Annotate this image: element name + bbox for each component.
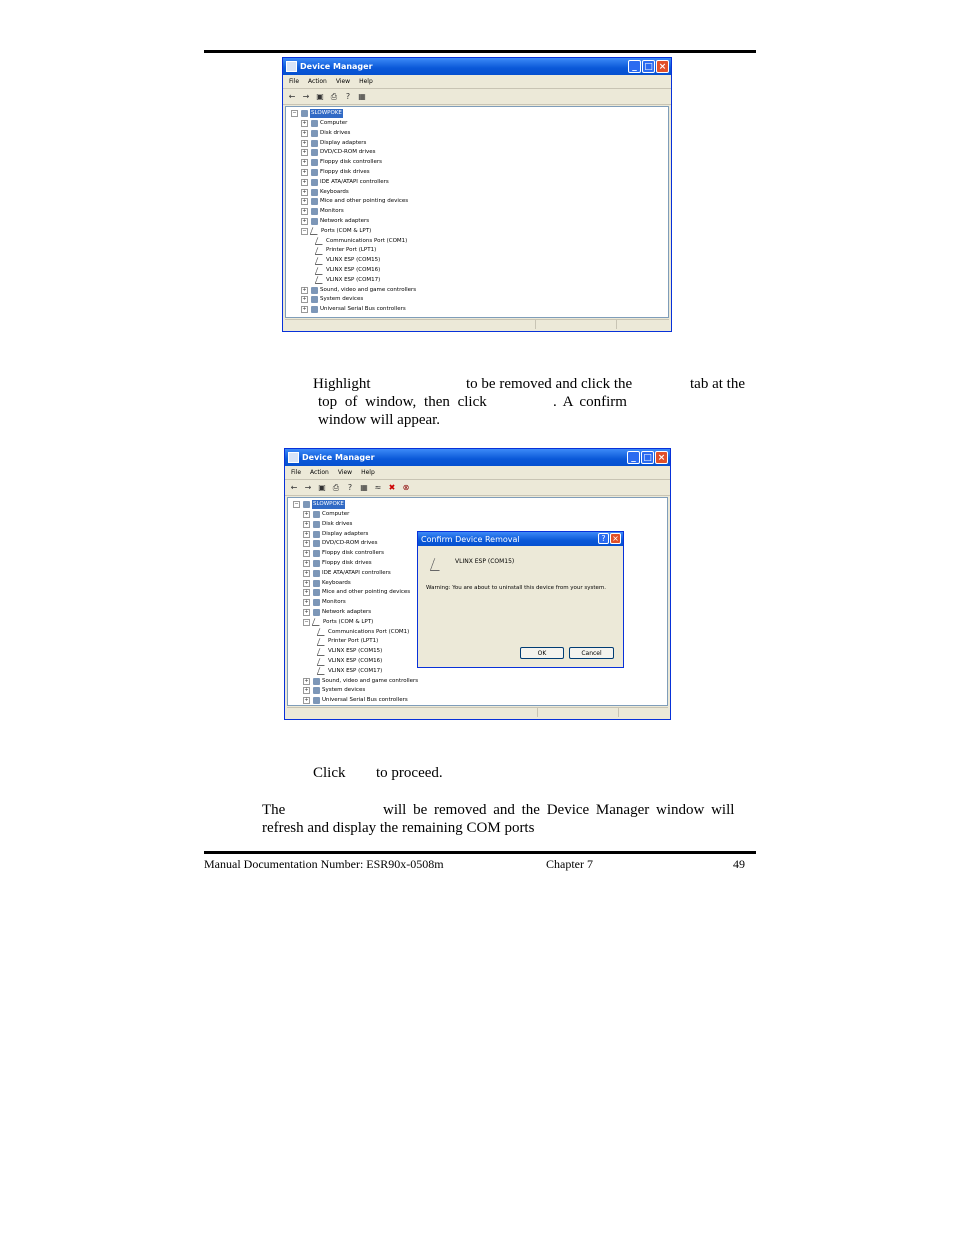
tree-category[interactable] xyxy=(303,520,352,529)
port-device-icon xyxy=(430,558,445,571)
computer-icon xyxy=(301,110,308,117)
print-icon[interactable]: ⎙ xyxy=(330,91,338,101)
device-category-icon xyxy=(313,531,320,538)
port-icon xyxy=(315,237,326,245)
status-bar xyxy=(285,319,669,329)
port-icon xyxy=(317,638,328,646)
tree-label: IDE ATA/ATAPI controllers xyxy=(320,178,389,185)
properties-icon[interactable]: ▣ xyxy=(316,91,324,101)
port-icon xyxy=(315,257,326,265)
dialog-device-name: VLINX ESP (COM15) xyxy=(455,558,515,565)
expand-icon[interactable]: + xyxy=(304,560,309,566)
expand-icon[interactable]: + xyxy=(302,120,307,126)
tree-category[interactable] xyxy=(301,119,347,128)
device-category-icon xyxy=(311,296,318,303)
tree-category[interactable] xyxy=(303,530,368,539)
device-category-icon xyxy=(313,511,320,518)
tree-label: Monitors xyxy=(322,599,346,606)
tree-label: VLINX ESP (COM15) xyxy=(328,648,383,655)
menu-file[interactable]: File xyxy=(291,469,302,476)
close-button[interactable]: × xyxy=(655,451,668,464)
properties-icon[interactable]: ▣ xyxy=(318,482,326,492)
tree-label: Universal Serial Bus controllers xyxy=(320,306,406,313)
help-icon[interactable]: ? xyxy=(347,482,353,492)
expand-icon[interactable]: + xyxy=(304,687,309,694)
tree-label: VLINX ESP (COM16) xyxy=(328,658,383,664)
bottom-rule xyxy=(204,851,756,854)
tree-category[interactable] xyxy=(303,579,351,588)
tree-label: Display adapters xyxy=(322,530,369,537)
root-label: SLOWPOKE xyxy=(313,501,344,507)
device-category-icon xyxy=(311,218,318,225)
dialog-warning: Warning: You are about to uninstall this device from your system. xyxy=(426,585,607,591)
expand-icon[interactable]: + xyxy=(304,540,309,547)
device-category-icon xyxy=(313,687,320,694)
text: . A confirm xyxy=(553,394,627,410)
menu-action[interactable]: Action xyxy=(308,78,327,85)
window-titlebar[interactable] xyxy=(283,58,671,75)
device-manager-window-2 xyxy=(284,448,671,720)
text: top of window, then click xyxy=(318,394,487,410)
device-manager-icon xyxy=(286,61,297,72)
instruction-text-2a xyxy=(318,393,487,411)
device-category-icon xyxy=(313,550,320,557)
menu-action[interactable]: Action xyxy=(310,469,329,476)
collapse-icon[interactable]: − xyxy=(294,501,299,507)
device-category-icon xyxy=(313,609,320,616)
tree-port-item[interactable] xyxy=(318,637,378,646)
top-rule xyxy=(204,50,756,53)
device-category-icon xyxy=(311,130,318,137)
proceed-text xyxy=(376,764,443,782)
ok-button[interactable]: OK xyxy=(520,647,564,659)
text: Highlight xyxy=(313,376,371,392)
menu-view[interactable]: View xyxy=(337,469,353,476)
expand-icon[interactable]: + xyxy=(304,677,309,684)
tree-port-item[interactable] xyxy=(318,647,382,656)
tree-port-item[interactable] xyxy=(316,276,380,285)
expand-icon[interactable]: + xyxy=(302,178,307,185)
tree-label: Floppy disk controllers xyxy=(322,550,384,557)
close-button[interactable]: × xyxy=(656,60,669,73)
tree-port-item[interactable] xyxy=(318,667,382,676)
tree-category[interactable] xyxy=(301,305,406,314)
tree-category[interactable] xyxy=(301,148,375,157)
tree-label: Computer xyxy=(322,511,350,517)
expand-icon[interactable]: + xyxy=(304,530,309,537)
tree-root[interactable] xyxy=(293,500,345,509)
device-category-icon xyxy=(311,140,318,147)
device-manager-window-1 xyxy=(282,57,672,332)
text: window will appear. xyxy=(318,412,441,428)
scan-hardware-icon[interactable]: ▦ xyxy=(358,91,366,101)
device-category-icon xyxy=(311,120,318,127)
tree-category[interactable] xyxy=(303,539,377,548)
tree-label: Ports (COM & LPT) xyxy=(323,618,374,625)
forward-arrow-icon[interactable]: → xyxy=(302,91,310,101)
expand-icon[interactable]: + xyxy=(302,208,307,215)
toolbar xyxy=(285,480,670,496)
expand-icon[interactable]: + xyxy=(302,198,307,205)
tree-port-item[interactable] xyxy=(318,657,382,666)
expand-icon[interactable]: + xyxy=(302,218,307,224)
status-bar xyxy=(287,707,668,717)
tree-category[interactable] xyxy=(301,197,408,206)
tree-label: VLINX ESP (COM17) xyxy=(326,276,381,283)
tree-label: Keyboards xyxy=(322,579,351,586)
uninstall-icon[interactable]: ✖ xyxy=(388,482,396,492)
device-category-icon xyxy=(313,589,320,596)
device-category-icon xyxy=(311,179,318,186)
dialog-titlebar[interactable] xyxy=(418,532,623,546)
tree-label: Printer Port (LPT1) xyxy=(328,638,379,645)
minimize-button[interactable]: _ xyxy=(627,451,640,464)
tree-label: Mice and other pointing devices xyxy=(320,198,409,205)
tree-label: Keyboards xyxy=(320,188,349,195)
expand-icon[interactable]: + xyxy=(302,149,307,156)
device-category-icon xyxy=(311,208,318,215)
tree-category[interactable] xyxy=(303,588,410,597)
tree-category[interactable] xyxy=(301,295,363,304)
instruction-text-2b xyxy=(553,393,627,411)
dialog-title: Confirm Device Removal xyxy=(421,534,520,544)
expand-icon[interactable]: + xyxy=(304,579,309,586)
print-icon[interactable]: ⎙ xyxy=(332,482,340,492)
tree-port-item[interactable] xyxy=(316,256,380,265)
expand-icon[interactable]: + xyxy=(304,569,309,576)
expand-icon[interactable]: + xyxy=(302,139,307,146)
instruction-text-1c xyxy=(690,375,745,393)
device-category-icon xyxy=(311,287,318,294)
device-category-icon xyxy=(311,306,318,313)
tree-label: Display adapters xyxy=(320,139,367,146)
device-category-icon xyxy=(313,540,320,547)
text: to be removed and click the xyxy=(466,376,633,392)
expand-icon[interactable]: + xyxy=(304,520,309,527)
instruction-text-1 xyxy=(313,375,371,393)
tree-label: VLINX ESP (COM15) xyxy=(326,257,381,264)
back-arrow-icon[interactable]: ← xyxy=(290,482,298,492)
click-text xyxy=(313,764,346,782)
tree-label: Mice and other pointing devices xyxy=(322,589,411,596)
device-category-icon xyxy=(311,169,318,176)
tree-label: Sound, video and game controllers xyxy=(320,286,417,293)
port-icon xyxy=(317,667,328,675)
device-category-icon xyxy=(311,189,318,196)
footer-doc-number: Manual Documentation Number: ESR90x-0508m xyxy=(204,857,444,871)
device-manager-icon xyxy=(288,452,299,463)
expand-icon[interactable]: + xyxy=(304,697,309,704)
device-category-icon xyxy=(313,521,320,528)
result-text-1a xyxy=(262,801,285,819)
expand-icon[interactable]: + xyxy=(302,188,307,195)
tree-category[interactable] xyxy=(303,598,346,607)
forward-arrow-icon[interactable]: → xyxy=(304,482,312,492)
device-category-icon xyxy=(310,227,321,235)
tree-category[interactable] xyxy=(301,217,369,226)
port-icon xyxy=(317,648,328,656)
tree-label: Communications Port (COM1) xyxy=(326,237,408,244)
text: Click xyxy=(313,765,346,781)
tree-category[interactable] xyxy=(301,188,349,197)
tree-label: Universal Serial Bus controllers xyxy=(322,697,408,704)
tree-category[interactable] xyxy=(303,677,418,686)
tree-category[interactable] xyxy=(303,559,372,568)
port-icon xyxy=(315,247,326,255)
instruction-text-1b xyxy=(466,375,632,393)
tree-label: Monitors xyxy=(320,208,344,215)
menu-help[interactable]: Help xyxy=(361,469,375,476)
tree-port-item[interactable] xyxy=(316,246,376,255)
tree-label: Communications Port (COM1) xyxy=(328,628,410,635)
tree-label: IDE ATA/ATAPI controllers xyxy=(322,569,391,576)
device-category-icon xyxy=(311,149,318,156)
confirm-device-removal-dialog xyxy=(417,531,624,668)
collapse-icon[interactable]: − xyxy=(304,618,309,625)
footer-chapter: Chapter 7 xyxy=(546,857,593,871)
text: The xyxy=(262,802,286,818)
computer-icon xyxy=(303,501,310,508)
device-category-icon xyxy=(313,580,320,587)
tree-category[interactable] xyxy=(301,178,389,187)
tree-port-item[interactable] xyxy=(316,237,407,246)
expand-icon[interactable]: + xyxy=(304,599,309,606)
device-category-icon xyxy=(312,618,323,626)
tree-category[interactable] xyxy=(303,549,384,558)
tree-category[interactable] xyxy=(301,286,416,295)
update-driver-icon[interactable]: ≈ xyxy=(374,482,382,492)
disable-icon[interactable]: ⊗ xyxy=(402,482,410,492)
port-icon xyxy=(317,658,328,666)
tree-category[interactable] xyxy=(301,168,370,177)
tree-category[interactable] xyxy=(303,618,373,627)
tree-label: Printer Port (LPT1) xyxy=(326,247,377,254)
device-category-icon xyxy=(313,570,320,577)
tree-label: System devices xyxy=(320,296,364,303)
collapse-icon[interactable]: − xyxy=(302,227,307,234)
tree-category[interactable] xyxy=(303,696,408,705)
instruction-text-3 xyxy=(318,411,440,429)
tree-label: VLINX ESP (COM16) xyxy=(326,267,381,273)
window-titlebar[interactable] xyxy=(285,449,670,466)
device-category-icon xyxy=(311,159,318,166)
tree-label: Network adapters xyxy=(322,609,372,615)
device-category-icon xyxy=(311,198,318,205)
tree-port-item[interactable] xyxy=(316,266,380,275)
expand-icon[interactable]: + xyxy=(302,129,307,136)
dialog-close-button[interactable]: × xyxy=(610,533,621,544)
expand-icon[interactable]: + xyxy=(302,159,307,166)
text: to proceed. xyxy=(376,765,443,781)
window-title: Device Manager xyxy=(302,453,375,462)
tree-category[interactable] xyxy=(301,158,382,167)
root-label: SLOWPOKE xyxy=(311,110,342,116)
tree-category[interactable] xyxy=(301,227,371,236)
device-tree xyxy=(285,106,669,318)
tree-label: System devices xyxy=(322,687,366,694)
port-icon xyxy=(317,628,328,636)
menu-view[interactable]: View xyxy=(335,78,351,85)
port-icon xyxy=(315,267,326,275)
expand-icon[interactable]: + xyxy=(304,609,309,615)
device-category-icon xyxy=(313,678,320,685)
expand-icon[interactable]: + xyxy=(304,550,309,557)
device-category-icon xyxy=(313,560,320,567)
menu-bar xyxy=(285,466,670,480)
tree-label: Floppy disk drives xyxy=(322,560,372,566)
tree-category[interactable] xyxy=(303,510,349,519)
menu-help[interactable]: Help xyxy=(359,78,373,85)
tree-label: DVD/CD-ROM drives xyxy=(320,149,376,156)
tree-category[interactable] xyxy=(301,129,350,138)
footer-page-number: 49 xyxy=(733,857,745,871)
collapse-icon[interactable]: − xyxy=(292,110,297,116)
tree-category[interactable] xyxy=(301,139,366,148)
tree-label: Disk drives xyxy=(322,520,353,527)
maximize-button[interactable]: □ xyxy=(641,451,654,464)
dialog-help-button[interactable]: ? xyxy=(598,533,609,544)
tree-label: Ports (COM & LPT) xyxy=(321,227,372,234)
text: tab at the xyxy=(690,376,745,392)
maximize-button[interactable]: □ xyxy=(642,60,655,73)
expand-icon[interactable]: + xyxy=(304,511,309,517)
tree-category[interactable] xyxy=(301,207,344,216)
cancel-button[interactable]: Cancel xyxy=(569,647,614,659)
window-title: Device Manager xyxy=(300,62,373,71)
expand-icon[interactable]: + xyxy=(302,169,307,175)
menu-file[interactable]: File xyxy=(289,78,300,85)
tree-root[interactable] xyxy=(291,109,343,118)
result-text-1b xyxy=(383,801,734,819)
menu-bar xyxy=(283,75,671,89)
port-icon xyxy=(315,276,326,284)
tree-label: Floppy disk drives xyxy=(320,169,370,175)
tree-label: Network adapters xyxy=(320,218,370,224)
tree-category[interactable] xyxy=(303,569,391,578)
text: will be removed and the Device Manager window will xyxy=(383,802,735,818)
tree-port-item[interactable] xyxy=(318,628,409,637)
back-arrow-icon[interactable]: ← xyxy=(288,91,296,101)
device-category-icon xyxy=(313,599,320,606)
expand-icon[interactable]: + xyxy=(302,286,307,293)
scan-hardware-icon[interactable]: ▦ xyxy=(360,482,368,492)
device-category-icon xyxy=(313,697,320,704)
minimize-button[interactable]: _ xyxy=(628,60,641,73)
tree-label: Sound, video and game controllers xyxy=(322,677,419,684)
tree-category[interactable] xyxy=(303,686,365,695)
tree-label: Disk drives xyxy=(320,129,351,136)
expand-icon[interactable]: + xyxy=(302,306,307,313)
tree-label: Computer xyxy=(320,120,348,126)
tree-category[interactable] xyxy=(303,608,371,617)
expand-icon[interactable]: + xyxy=(304,589,309,596)
result-text-2 xyxy=(262,819,534,837)
tree-label: Floppy disk controllers xyxy=(320,159,382,166)
toolbar xyxy=(283,89,671,105)
text: refresh and display the remaining COM ports xyxy=(262,820,535,836)
help-icon[interactable]: ? xyxy=(345,91,351,101)
expand-icon[interactable]: + xyxy=(302,296,307,303)
tree-label: DVD/CD-ROM drives xyxy=(322,540,378,547)
tree-label: VLINX ESP (COM17) xyxy=(328,667,383,674)
